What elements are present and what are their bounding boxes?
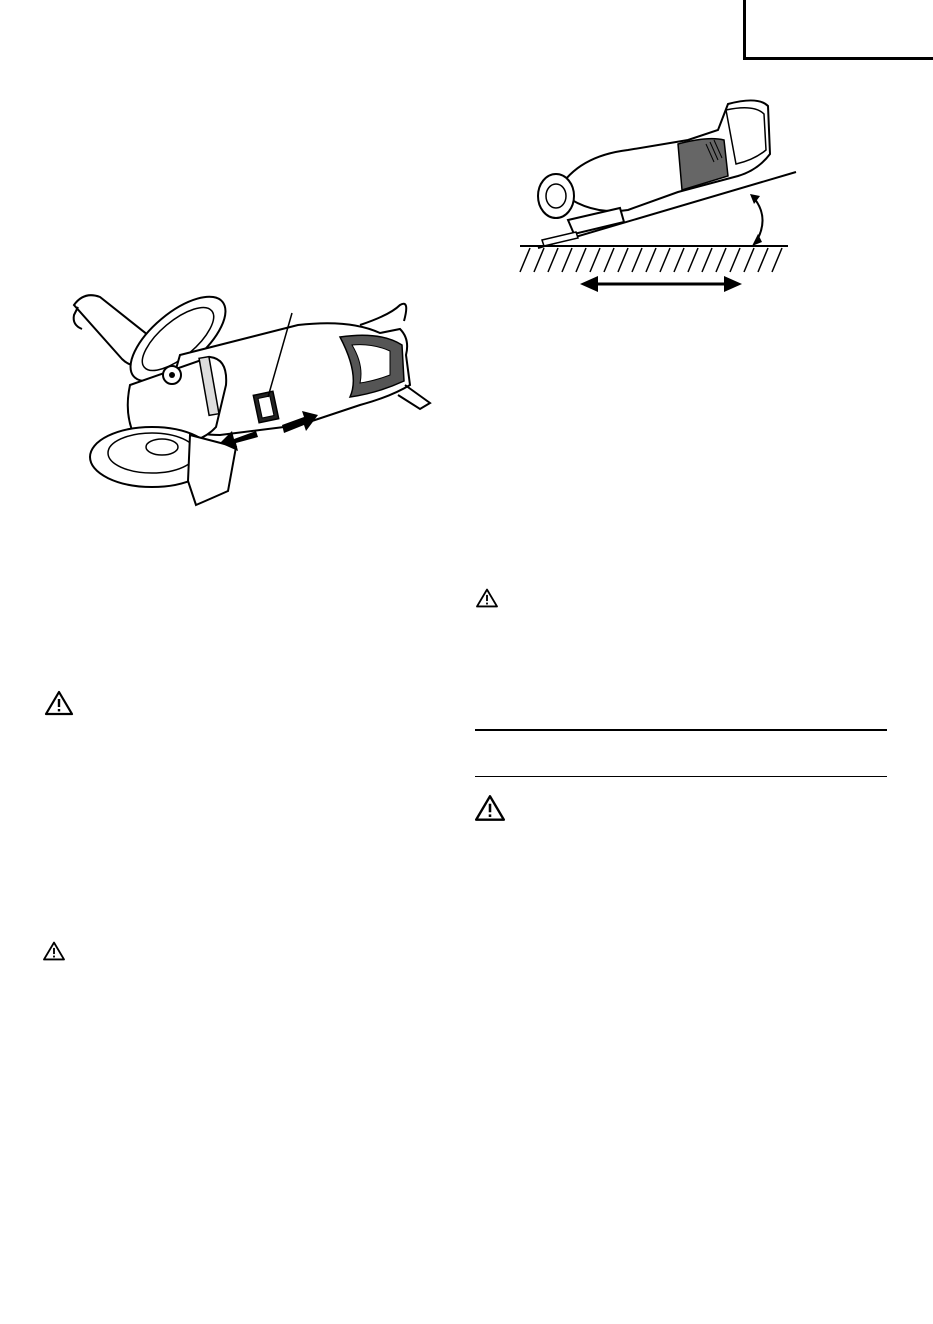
warning-triangle-icon [42,941,66,961]
figure-grinder-switch [60,285,440,525]
section-rule-bottom [475,776,887,777]
figure-grinding-angle [518,100,800,300]
section-rule-top [475,729,887,731]
warning-triangle-icon [44,690,74,716]
warning-triangle-icon [475,588,499,608]
ground-hatching [520,248,782,272]
language-tab [743,0,933,60]
warning-triangle-icon [474,794,506,822]
